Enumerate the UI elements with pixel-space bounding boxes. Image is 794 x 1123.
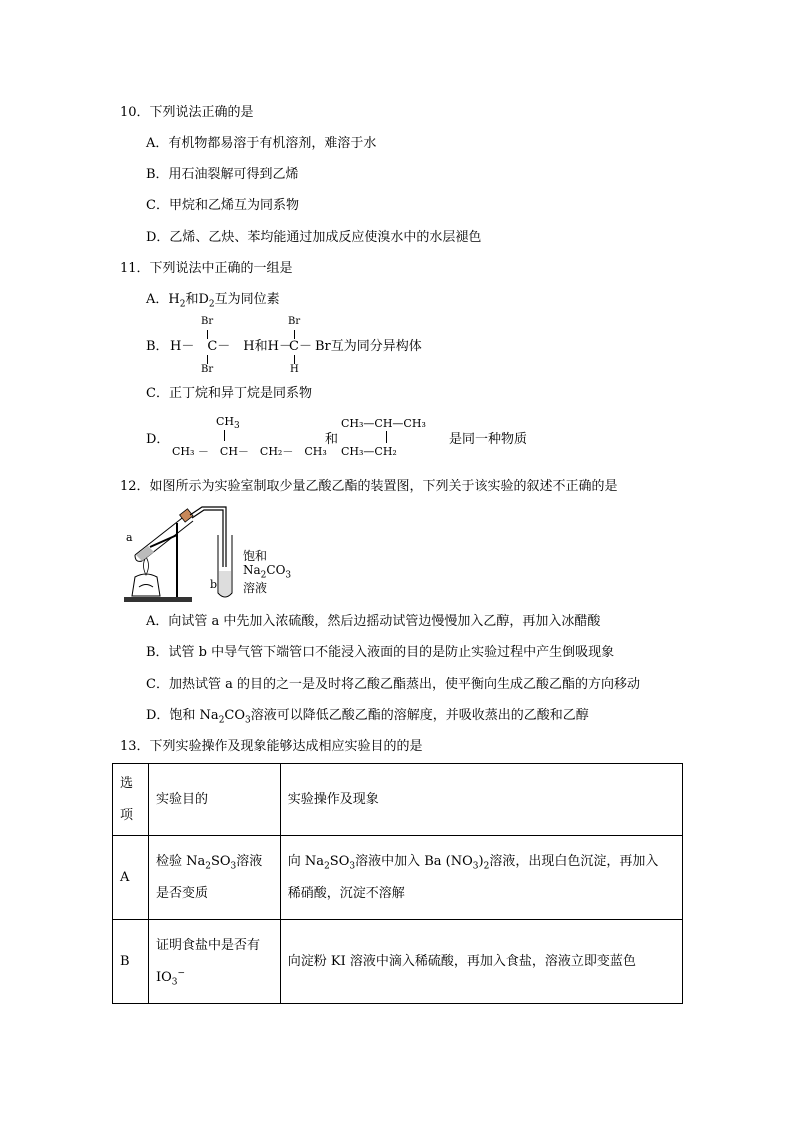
q11-d-ch3-top: $CH_3$ [216, 415, 240, 432]
stand-base [124, 597, 192, 602]
row-b-purpose: 证明食盐中是否有 $IO_3^-$ [148, 920, 280, 1004]
tube-a-wall [135, 515, 186, 555]
row-b-option: B [113, 920, 149, 1004]
q10-stem: 10．下列说法正确的是 [120, 105, 254, 120]
q11-d-chain: CH₃ － CH－ CH₂－ CH₃ [172, 445, 327, 458]
bond-line [294, 330, 295, 339]
bond-line [207, 355, 208, 364]
header-option: 选 项 [113, 764, 149, 836]
q11-b-br-bot1: Br [201, 364, 214, 375]
q11-stem: 11．下列说法中正确的一组是 [120, 261, 293, 276]
row-a-purpose: 检验 $Na_2SO_3$溶液 是否变质 [148, 836, 280, 920]
bond-line [224, 430, 225, 441]
label-solution: 溶液 [243, 581, 268, 595]
row-b-operation: 向淀粉 KI 溶液中滴入稀硫酸，再加入食盐，溶液立即变蓝色 [280, 920, 682, 1004]
bond-line [386, 431, 387, 443]
q12-option-b: B．试管 b 中导气管下端管口不能浸入液面的目的是防止实验过程中产生倒吸现象 [146, 645, 615, 660]
q11-d-right-bottom: CH₃—CH₂ [341, 445, 397, 458]
q11-d-and: 和 [325, 432, 339, 447]
q11-b-h-bot2: H [290, 364, 299, 375]
q11-d-right-top: CH₃—CH—CH₃ [341, 417, 426, 430]
q12-option-a: A．向试管 a 中先加入浓硫酸，然后边摇动试管边慢慢加入乙醇，再加入冰醋酸 [146, 614, 601, 629]
q11-d-label: D． [146, 432, 170, 447]
q11-b-left-formula: H－ C－ H和H－ [170, 339, 292, 354]
tube-a-liquid [136, 546, 154, 561]
bond-line [207, 330, 208, 339]
header-operation: 实验操作及现象 [280, 764, 682, 836]
q13-stem: 13．下列实验操作及现象能够达成相应实验目的的是 [120, 739, 423, 754]
bond-line [294, 355, 295, 364]
table-row [113, 836, 683, 920]
table-header-row [113, 764, 683, 836]
q12-option-d: D．饱和 $Na_2CO_3$溶液可以降低乙酸乙酯的溶解度，并吸收蒸出的乙酸和乙醇 [146, 708, 589, 726]
header-purpose: 实验目的 [148, 764, 280, 836]
label-saturated: 饱和 [243, 549, 268, 563]
q12-stem: 12．如图所示为实验室制取少量乙酸乙酯的装置图，下列关于该实验的叙述不正确的是 [120, 479, 618, 494]
q12-option-c: C．加热试管 a 的目的之一是及时将乙酸乙酯蒸出，使平衡向生成乙酸乙酯的方向移动 [146, 677, 640, 692]
experiment-table [112, 763, 683, 1004]
q10-option-c: C．甲烷和乙烯互为同系物 [146, 198, 299, 213]
q11-d-suffix: 是同一种物质 [449, 432, 528, 447]
q11-option-a: A．$H_2$和$D_2$互为同位素 [146, 292, 280, 310]
tube-b-liquid [219, 571, 231, 596]
q10-option-a: A．有机物都易溶于有机溶剂，难溶于水 [146, 136, 377, 151]
q10-option-d: D．乙烯、乙炔、苯均能通过加成反应使溴水中的水层褪色 [146, 230, 482, 245]
stopper [180, 509, 193, 522]
table-row [113, 920, 683, 1004]
q11-b-br-top2: Br [288, 316, 301, 327]
label-na2co3: $Na_2CO_3$ [243, 563, 292, 581]
label-a: a [126, 531, 133, 544]
q10-option-b: B．用石油裂解可得到乙烯 [146, 167, 299, 182]
q11-b-right: Br互为同分异构体 [315, 339, 422, 354]
row-a-operation: 向 $Na_2SO_3$溶液中加入 Ba $(NO_3)_2$溶液，出现白色沉淀，再加入 稀硝酸，沉淀不溶解 [280, 836, 682, 920]
q11-b-br-top1: Br [201, 316, 214, 327]
row-a-option: A [113, 836, 149, 920]
q11-option-c: C．正丁烷和异丁烷是同系物 [146, 386, 312, 401]
label-b: b [210, 578, 218, 591]
q11-b-label: B． [146, 339, 169, 354]
q11-b-c2: C－ [289, 339, 312, 354]
